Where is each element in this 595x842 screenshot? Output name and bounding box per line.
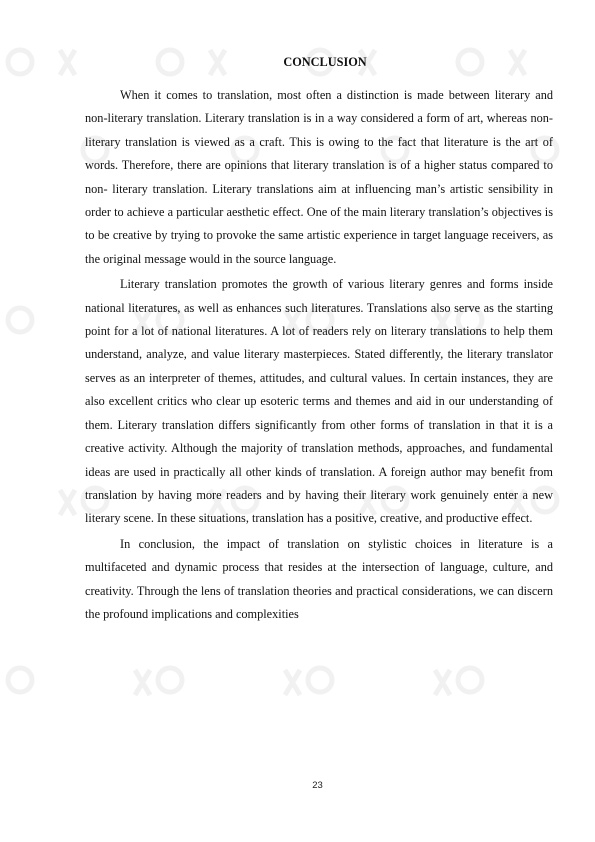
paragraph-2: Literary translation promotes the growth of various literary genres and forms inside national literatures, as well as enhances such literatures. Translations also serve as the starting point for a lot of national literatures. A lot of readers rely on literary translations to help them understand, analyze, and value literary masterpieces. Stated differently, the literary translator serves as an interpreter of themes, attitudes, and cultural values. In certain instances, they are also excellent critics who clear up esoteric terms and themes and aid in our understanding of them. Literary translation differs significantly from other forms of translation in that it is a creative activity. Although the majority of translation methods, approaches, and fundamental ideas are used in practically all other kinds of translation. A foreign author may benefit from translation by having more readers and by having their literary work genuinely enter a new literary scene. In these situations, translation has a positive, creative, and productive effect. xyxy=(85,277,553,526)
section-title: CONCLUSION xyxy=(283,55,367,69)
paragraph-1: When it comes to translation, most often a distinction is made between literary and non-literary translation. Literary translation is in a way considered a form of art, whereas non-literary translation is viewed as a craft. This is owing to the fact that literature is the art of words. Therefore, there are opinions that literary translation is of a higher status compared to non- literary translation. Literary translations aim at influencing man’s artistic sensibility in order to achieve a particular aesthetic effect. One of the main literary translation’s objectives is to be creative by trying to provoke the same artistic experience in target language receivers, as the original message would in the source language. xyxy=(85,88,553,266)
paragraph-3: In conclusion, the impact of translation on stylistic choices in literature is a multifaceted and dynamic process that resides at the intersection of language, culture, and creativity. Through the lens of translation theories and practical considerations, we can discern the profound implications and complexities xyxy=(85,536,553,621)
document-body xyxy=(85,55,553,628)
page-number: 23 xyxy=(312,780,323,791)
